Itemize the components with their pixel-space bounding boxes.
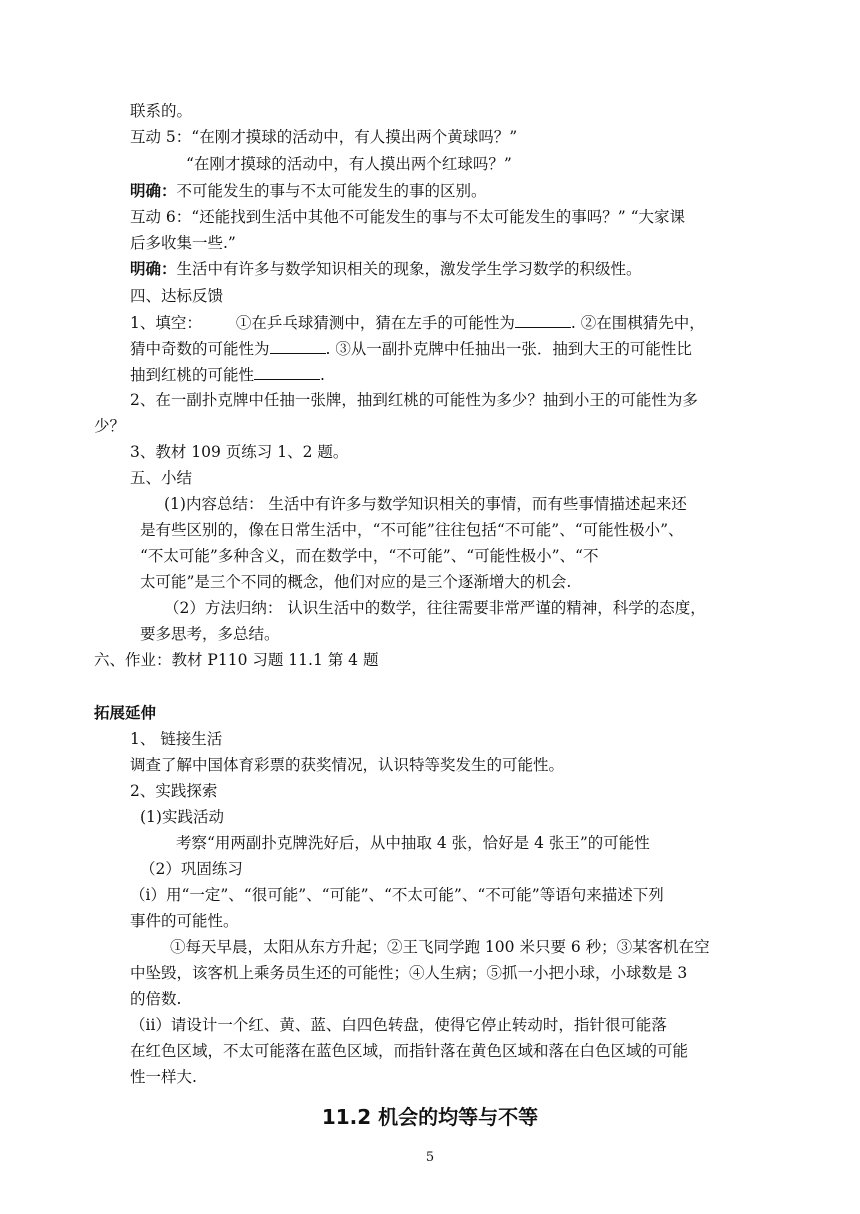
- emphasis-label: 明确：: [130, 182, 177, 200]
- emphasis-label: 明确：: [130, 260, 177, 278]
- page-number: 5: [425, 1150, 435, 1165]
- text-span: .: [320, 366, 325, 384]
- text-line: 的倍数.: [130, 990, 182, 1008]
- text-line: 要多思考，多总结。: [140, 625, 280, 643]
- text-span: 生活中有许多与数学知识相关的现象，激发学生学习数学的积级性。: [176, 260, 642, 278]
- text-line: “在刚才摸球的活动中，有人摸出两个红球吗？”: [186, 155, 512, 173]
- text-span: ①在乒乓球猜测中，猜在左手的可能性为: [235, 314, 515, 332]
- text-line: 联系的。: [130, 102, 193, 120]
- text-line: [130, 259, 642, 279]
- text-line: [130, 338, 692, 359]
- text-line: 1、 链接生活: [130, 730, 223, 748]
- fill-blank: [270, 338, 326, 354]
- text-span: 抽到红桃的可能性: [130, 366, 255, 384]
- fill-blank: [515, 312, 571, 328]
- text-line: 太可能”是三个不同的概念，他们对应的是三个逐渐增大的机会.: [140, 573, 572, 591]
- text-line: 是有些区别的，像在日常生活中，“不可能”往往包括“不可能”、“可能性极小”、: [140, 521, 684, 539]
- text-line: 互动 5：“在刚才摸球的活动中，有人摸出两个黄球吗？”: [130, 128, 518, 146]
- text-span: 猜中奇数的可能性为: [130, 340, 270, 358]
- text-line: 中坠毁，该客机上乘务员生还的可能性；④人生病；⑤抓一小把小球，小球数是 3: [130, 964, 688, 982]
- text-line: [130, 181, 487, 201]
- text-line: (1)实践活动: [140, 808, 224, 826]
- text-line: 考察“用两副扑克牌洗好后，从中抽取 4 张，恰好是 4 张王”的可能性: [176, 834, 650, 852]
- text-span: . ③从一副扑克牌中任抽出一张．抽到大王的可能性比: [325, 340, 692, 358]
- section-heading: 六、作业：教材 P110 习题 11.1 第 4 题: [94, 651, 379, 669]
- text-line: “不太可能”多种含义，而在数学中，“不可能”、“可能性极小”、“不: [140, 547, 599, 565]
- text-line: 后多收集一些.”: [130, 234, 236, 252]
- text-line: (1)内容总结： 生活中有许多与数学知识相关的事情，而有些事情描述起来还: [164, 495, 687, 513]
- text-line: （i）用“一定”、“很可能”、“可能”、“不太可能”、“不可能”等语句来描述下列: [130, 886, 664, 904]
- text-line: [130, 364, 325, 385]
- text-span: 1、填空：: [130, 314, 202, 332]
- text-span: . ②在围棋猜先中，: [570, 314, 705, 332]
- section-title: 11.2 机会的均等与不等: [321, 1105, 539, 1129]
- text-line: 2、在一副扑克牌中任抽一张牌，抽到红桃的可能性为多少？抽到小王的可能性为多: [130, 391, 698, 409]
- section-heading: 拓展延伸: [94, 704, 157, 722]
- text-line: 2、实践探索: [130, 782, 218, 800]
- section-heading: 四、达标反馈: [130, 287, 224, 305]
- text-line: （2）方法归纳： 认识生活中的数学，往往需要非常严谨的精神，科学的态度，: [164, 599, 706, 617]
- text-line: ①每天早晨，太阳从东方升起；②王飞同学跑 100 米只要 6 秒；③某客机在空: [170, 938, 710, 956]
- text-line: [130, 312, 705, 333]
- fill-blank: [254, 364, 320, 380]
- text-line: （ii）请设计一个红、黄、蓝、白四色转盘，使得它停止转动时，指针很可能落: [130, 1016, 667, 1034]
- section-heading: 五、小结: [130, 469, 193, 487]
- text-line: 少？: [94, 417, 126, 435]
- text-span: 不可能发生的事与不太可能发生的事的区别。: [176, 182, 487, 200]
- text-line: （2）巩固练习: [140, 860, 243, 878]
- text-line: 事件的可能性。: [130, 912, 239, 930]
- text-line: 性一样大.: [130, 1068, 197, 1086]
- text-line: 调查了解中国体育彩票的获奖情况，认识特等奖发生的可能性。: [130, 756, 565, 774]
- text-line: 3、教材 109 页练习 1、2 题。: [130, 443, 349, 461]
- text-line: 在红色区域，不太可能落在蓝色区域，而指针落在黄色区域和落在白色区域的可能: [130, 1042, 689, 1060]
- text-line: 互动 6：“还能找到生活中其他不可能发生的事与不太可能发生的事吗？” “大家课: [130, 208, 685, 226]
